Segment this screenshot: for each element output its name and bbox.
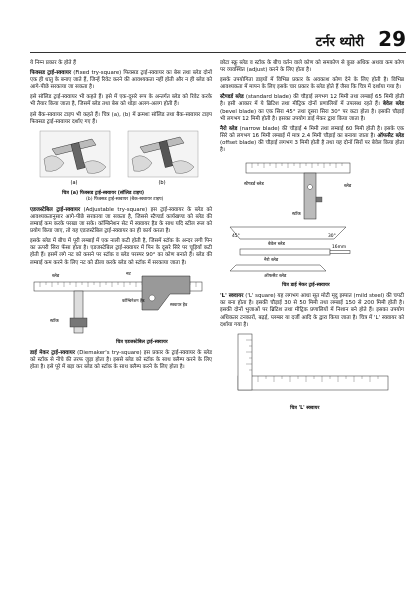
fig2-caption: चित्र एडजस्टेबिल ट्राई-स्क्वायर xyxy=(116,339,168,345)
fixed-heading: फिक्सड ट्राई-स्क्वायर xyxy=(30,70,72,77)
fig3-caption: चित्र डाई मेकर ट्राई-स्क्वायर xyxy=(282,283,330,289)
standard-body: (standard blade) की चौड़ाई लगभग 12 मिमी तथा लम्बाई 65 मिमी होती है। इसी आकार में ये ब्रिटिश तथा मीट्रिक दोनों प्रणालियों में उपलब्ध रहते हैं। xyxy=(220,94,404,108)
fig4-caption: चित्र 'L' स्क्वायर xyxy=(290,405,320,411)
diemaker-section xyxy=(30,350,212,371)
adjustable-para2: इसके ब्लेड में बीच में पूरी लम्बाई में एक नाली कटी होती है, जिसमें स्टॉक के अन्दर लगी पिन का ऊपरी सिरा फँसा होता है। एडजस्टेबिल ट्राई-स्क्वायर में पिन के दूसरे सिरे पर चूड़ियाँ कटी होती हैं। इसमें लगे नट को कसने पर स्टॉक व ब्लेड परस्पर 90° का कोण बनाते हैं। ब्लेड की लम्बाई कम करने के लिए नट को ढीला करके ब्लेड को स्टॉक में सरकाया जाता है। xyxy=(30,238,212,266)
fig3-label-a45: 45° xyxy=(232,234,240,240)
fig2-label-nut: नट xyxy=(126,271,131,277)
figure-adjustable-try-square xyxy=(30,270,212,346)
solid-para: इसे सॉलिड ट्राई-स्क्वायर भी कहते हैं। इसे में एक-दूसरे रूप के अन्तर्गत ब्लेड को रिवेट करके भी तैयार किया जाता है, जिसमें ब्लेड तथा बेस को थोड़ा अलग-अलग होती हैं। xyxy=(30,94,212,108)
fig2-label-combination: कॉम्बिनेशन हैड xyxy=(122,297,145,303)
fig2-label-square-head: स्क्वायर हैड xyxy=(170,301,188,307)
diemaker-body: (Diemaker's try-square) इस प्रकार के ट्राई-स्क्वायर के ब्लेड को स्टॉक से नीचे की तरफ जुड़ा होता है। इससे ब्लेड को स्टॉक के साथ क्लैम्प करने के लिए होता है। इसे पूरे में बड़ा कर ब्लेड को स्टॉक के साथ क्लैम्प करने के लिए होता है। xyxy=(30,349,212,370)
fig3-label-a30: 30° xyxy=(328,234,336,240)
fig1-label-b: (b) xyxy=(158,179,166,186)
figure-fixed-try-square xyxy=(30,129,212,203)
header-rule xyxy=(30,52,406,53)
adjustable-section xyxy=(30,207,212,235)
fig3-label-standard: स्टैण्डर्ड ब्लेड xyxy=(244,182,264,188)
right-column xyxy=(220,60,404,416)
bevel-heading: बेवेल ब्लेड xyxy=(382,101,404,108)
fig2-label-blade: ब्लेड xyxy=(52,273,60,279)
standard-heading: स्टैण्डर्ड ब्लेड xyxy=(220,94,244,101)
types-para: इसे बैक-स्क्वायर टाइप भी कहते हैं। चित्र (a), (b) में क्रमशः सॉलिड तथा बैक-स्क्वायर टाइप फिक्सड ट्राई-स्क्वायर दर्शाए गए हैं। xyxy=(30,111,212,125)
fixed-section xyxy=(30,70,212,91)
l-square-illustration xyxy=(220,332,404,402)
fig3-label-narrow: नैरो ब्लेड xyxy=(264,258,279,264)
offset-heading: ऑफसैट ब्लेड xyxy=(377,132,404,139)
diemaker-try-square-illustration xyxy=(220,157,404,279)
right-intro-para: छोटा स्क्रू ब्लेड व स्टॉक के बीच वर्तन वाले कोण को समकोण से कुछ अधिक अथवा कम कोण पर व्यवस्थित (adjust) करने के लिए होता है। xyxy=(220,60,404,74)
page-header xyxy=(0,0,416,60)
fig1-caption: चित्र (a) फिक्सड ट्राई-स्क्वायर (सॉलिड टाइप) xyxy=(62,190,145,196)
lsquare-heading: 'L' स्क्वायर xyxy=(220,293,244,300)
fig3-label-offset: ऑफसैट ब्लेड xyxy=(264,274,287,280)
diemaker-heading: डाई मेकर ट्राई-स्क्वायर xyxy=(30,349,75,356)
fig3-label-bevel: बेवेल ब्लेड xyxy=(268,242,285,248)
fig3-label-blade: ब्लेड xyxy=(344,184,352,190)
fig1-label-a: (a) xyxy=(70,179,78,186)
page-title: टर्नर थ्योरी xyxy=(315,35,364,50)
fixed-body: (Fixed try-square) फिक्सड ट्राई-स्क्वायर का बेस तथा ब्लेड दोनों एक ही धातु के बनाए जाते हैं, जिन्हें रिवेट करने की आवश्यकता नहीं होती और न ही ब्लेड को आगे-पीछे सरकाया जा सकता है। xyxy=(30,70,212,91)
narrow-body: (narrow blade) की चौड़ाई 4 मिमी तथा लम्बाई 60 मिमी होती है। इसके एक सिरे को लगभग 16 मिमी लम्बाई में मात्र 2.4 मिमी चौड़ाई का बनाया जाता है। xyxy=(220,125,404,139)
figure-l-square xyxy=(220,332,404,412)
adjustable-try-square-illustration xyxy=(30,270,212,336)
adjustable-body: (Adjustable try-square) इस ट्राई-स्क्वायर के ब्लेड को आवश्यकतानुसार आगे-पीछे सरकाया जा सकता है, जिससे स्टैण्डर्ड कार्यखण्ड को ब्लेड की लम्बाई कम करके परखा जा सके। कॉम्बिनेशन सेट में स्क्वायर हैड के साथ यदि स्टील रूल को प्रयोग किया जाए, तो यह एडजस्टेबिल ट्राई-स्क्वायर का ही कार्य करता है। xyxy=(30,206,212,235)
right-para2: इसके उपयोगिता डाइयों में विभिन्न प्रकार के अवकाश कोण देने के लिए होती है। विभिन्न आवश्यकता में मापन के लिए इसके चार प्रकार के ब्लेड होते हैं जैसा कि चित्र में दर्शाया गया है। xyxy=(220,77,404,91)
adjustable-heading: एडजस्टेबिल ट्राई-स्क्वायर xyxy=(30,206,81,213)
narrow-section xyxy=(220,126,404,154)
bevel-body: (bevel blade) का एक सिरा 45° तथा दूसरा सिरा 30° पर कटा होता है। इसकी चौड़ाई भी लगभग 12 मिमी होती है। इसका उपयोग डाई मेकर द्वारा किया जाता है। xyxy=(220,108,404,122)
fixed-try-square-illustration xyxy=(30,129,212,187)
figure-diemaker-try-square xyxy=(220,157,404,289)
standard-section xyxy=(220,94,404,122)
offset-body: (offset blade) की चौड़ाई लगभग 3 मिमी होती है तथा यह दोनों सिरों पर बेवेल किया होता है। xyxy=(220,139,404,154)
left-column xyxy=(30,60,212,374)
page-number: 29 xyxy=(378,27,406,51)
lsquare-body: ('L' square) यह लगभग आधा सूत मोटी मृदु इस्पात (mild steel) की चपटी का बना होता है। इसकी चौड़ाई 30 से 50 मिमी तथा लम्बाई 150 से 200 मिमी होती है। इसकी दोनों भुजाओं पर ब्रिटिश तथा मीट्रिक प्रणालियों में निशान बने होते हैं। इसका उपयोग अधिकतर टनकारों, बढ़ई, प्लम्बर या दर्जी आदि के द्वारा किया जाता है। चित्र में 'L' स्क्वायर को दर्शाया गया है। xyxy=(220,293,405,328)
fig3-label-m16: 16mm xyxy=(332,245,347,251)
narrow-heading: नैरो ब्लेड xyxy=(220,125,238,132)
fig3-label-stock: स्टॉक xyxy=(292,212,301,218)
fig2-label-stock: स्टॉक xyxy=(50,318,59,324)
lsquare-section xyxy=(220,293,404,328)
fig1-caption-sub: (b) फिक्सड ट्राई-स्क्वायर (बैक-स्क्वायर टाइप) xyxy=(86,196,164,202)
intro-text: ये निम्न प्रकार के होते हैं xyxy=(30,60,77,66)
